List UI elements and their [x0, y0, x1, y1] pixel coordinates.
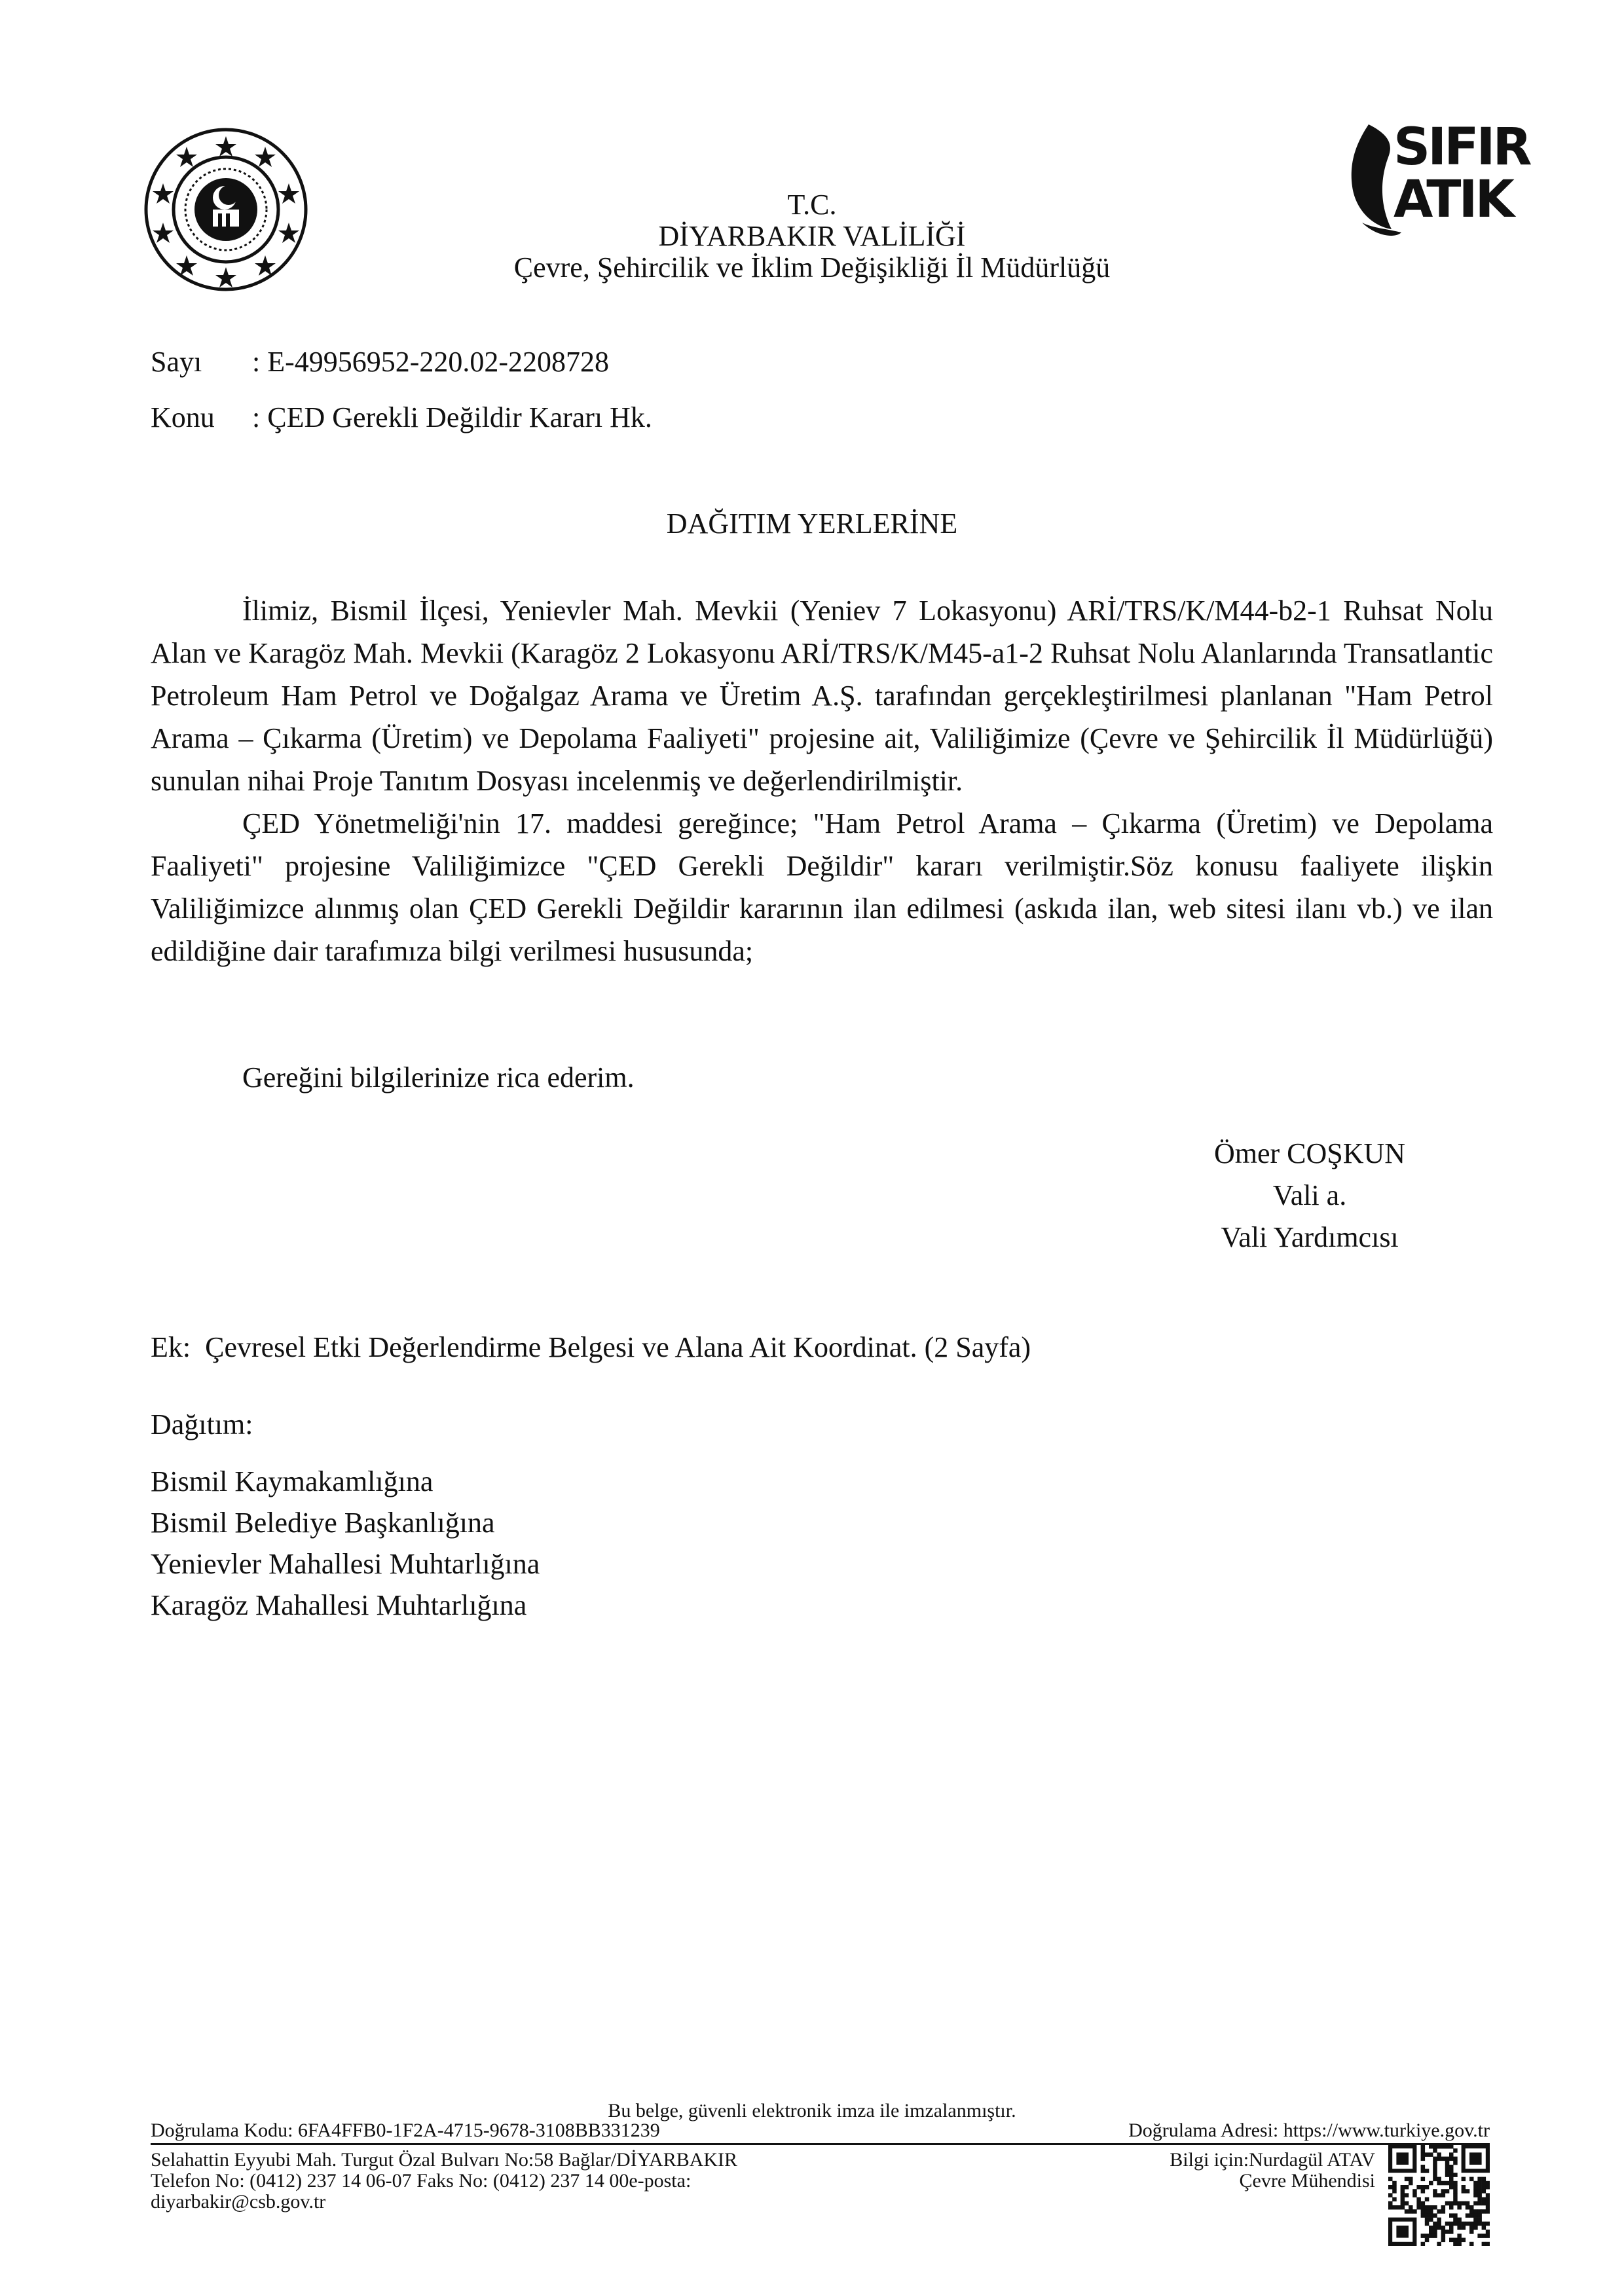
qr-code-icon	[1388, 2144, 1490, 2246]
footer-info-title: Çevre Mühendisi	[1239, 2170, 1375, 2192]
konu-label: Konu	[151, 401, 215, 433]
distribution-label: Dağıtım:	[151, 1408, 253, 1441]
header-mudurluk: Çevre, Şehircilik ve İklim Değişikliği İl Müdürlüğü	[513, 251, 1111, 284]
konu-value: : ÇED Gerekli Değildir Kararı Hk.	[252, 401, 652, 433]
sayi-value: : E-49956952-220.02-2208728	[252, 346, 610, 378]
footer-address: Selahattin Eyyubi Mah. Turgut Özal Bulvarı No:58 Bağlar/DİYARBAKIR	[151, 2149, 738, 2171]
footer-phone: Telefon No: (0412) 237 14 06-07 Faks No: (0412) 237 14 00e-posta:	[151, 2170, 692, 2192]
sayi-label: Sayı	[151, 346, 202, 378]
footer-esign-note: Bu belge, güvenli elektronik imza ile imzalanmıştır.	[608, 2100, 1016, 2121]
distribution-item: Bismil Belediye Başkanlığına	[151, 1507, 495, 1539]
footer-verify-code: Doğrulama Kodu: 6FA4FFB0-1F2A-4715-9678-3108BB331239	[151, 2120, 660, 2141]
header-valilik: DİYARBAKIR VALİLİĞİ	[658, 220, 966, 252]
footer-email: diyarbakir@csb.gov.tr	[151, 2191, 326, 2212]
distribution-item: Karagöz Mahallesi Muhtarlığına	[151, 1589, 527, 1621]
signature-title-2: Vali Yardımcısı	[1221, 1221, 1399, 1253]
letter-body	[151, 589, 1493, 972]
distribution-item: Yenievler Mahallesi Muhtarlığına	[151, 1548, 540, 1580]
signature-name: Ömer COŞKUN	[1213, 1137, 1406, 1169]
body-paragraph-3: Gereğini bilgilerinize rica ederim.	[242, 1061, 635, 1093]
body-paragraph-2: ÇED Yönetmeliği'nin 17. maddesi gereğince; "Ham Petrol Arama – Çıkarma (Üretim) ve Depolama Faaliyeti" projesine Valiliğimizce "ÇED Gerekli Değildir" kararı verilmiştir.Söz konusu faaliyete ilişkin Valiliğimizce alınmış olan ÇED Gerekli Değildir kararının ilan edilmesi (askıda ilan, web sitesi ilanı vb.) ve ilan edildiğine dair tarafımıza bilgi verilmesi hususunda;	[151, 807, 1493, 967]
header-tc: T.C.	[787, 189, 837, 221]
attachment-line: Ek: Çevresel Etki Değerlendirme Belgesi ve Alana Ait Koordinat. (2 Sayfa)	[151, 1331, 1031, 1363]
addressee: DAĞITIM YERLERİNE	[666, 507, 958, 540]
logo-text-sifir: SIFIR	[1393, 118, 1530, 177]
distribution-item: Bismil Kaymakamlığına	[151, 1465, 434, 1497]
footer-info-contact: Bilgi için:Nurdagül ATAV	[1170, 2149, 1375, 2171]
footer-divider	[151, 2143, 1490, 2145]
logo-text-atik: ATIK	[1393, 170, 1512, 229]
body-paragraph-1: İlimiz, Bismil İlçesi, Yenievler Mah. Mevkii (Yeniev 7 Lokasyonu) ARİ/TRS/K/M44-b2-1 Ruhsat Nolu Alan ve Karagöz Mah. Mevkii (Karagöz 2 Lokasyonu ARİ/TRS/K/M45-a1-2 Ruhsat Nolu Alanlarında Transatlantic Petroleum Ham Petrol ve Doğalgaz Arama ve Üretim A.Ş. tarafından gerçekleştirilmesi planlanan "Ham Petrol Arama – Çıkarma (Üretim) ve Depolama Faaliyeti" projesine ait, Valiliğimize (Çevre ve Şehircilik İl Müdürlüğü) sunulan nihai Proje Tanıtım Dosyası incelenmiş ve değerlendirilmiştir.	[151, 595, 1493, 797]
footer-verify-address: Doğrulama Adresi: https://www.turkiye.gov.tr	[1128, 2120, 1490, 2141]
signature-title-1: Vali a.	[1272, 1179, 1347, 1211]
